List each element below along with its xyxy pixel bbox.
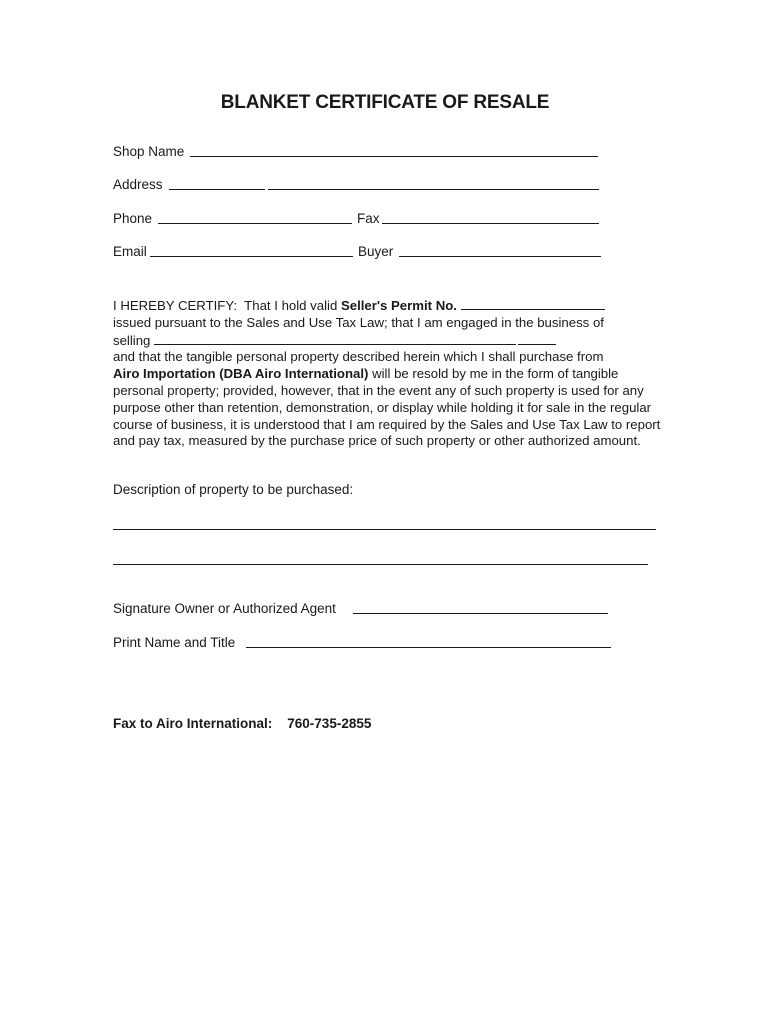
- phone-label: Phone: [113, 211, 153, 226]
- company-name: Airo Importation (DBA Airo International): [113, 366, 369, 382]
- buyer-row: [358, 243, 393, 261]
- address-row: [113, 176, 163, 194]
- description-field-line-2[interactable]: [113, 564, 648, 565]
- signature-label: Signature Owner or Authorized Agent: [113, 601, 336, 616]
- description-label: Description of property to be purchased:: [113, 482, 354, 497]
- print-name-field[interactable]: [246, 647, 611, 648]
- address-label: Address: [113, 177, 163, 192]
- certify-intro: I HEREBY CERTIFY: That I hold valid: [113, 298, 341, 313]
- certify-line-4: and that the tangible personal property described herein which I shall purchase from: [113, 349, 604, 365]
- fax-footer-number: 760-735-2855: [287, 716, 372, 731]
- fax-footer: [113, 716, 371, 731]
- phone-row: [113, 210, 152, 228]
- fax-footer-label: Fax to Airo International:: [113, 716, 273, 731]
- fax-field[interactable]: [382, 223, 599, 224]
- shop-name-field[interactable]: [190, 156, 598, 157]
- print-name-row: [113, 634, 235, 652]
- signature-row: [113, 600, 336, 618]
- shop-name-row: [113, 143, 184, 161]
- certify-line-1: [113, 297, 673, 315]
- permit-label: Seller's Permit No.: [340, 298, 457, 313]
- selling-field-extra[interactable]: [518, 332, 556, 345]
- certify-line-2: issued pursuant to the Sales and Use Tax Law; that I am engaged in the business of: [113, 314, 604, 330]
- selling-label: selling: [113, 332, 151, 348]
- address-field-part2[interactable]: [268, 189, 599, 190]
- selling-field[interactable]: [154, 332, 516, 345]
- certification-paragraph: [113, 297, 673, 450]
- address-field-part1[interactable]: [169, 189, 265, 190]
- certify-line-5-suffix: will be resold by me in the form of tangible: [368, 366, 619, 382]
- fax-label: Fax: [357, 211, 380, 226]
- certify-rest: personal property; provided, however, that in the event any of such property is used for any purpose other than retention, demonstration, or display while holding it for sale in the regular course of business, it is understood that I am required by the Sales and Use Tax Law to report and pay tax, measured by the purchase price of such property or other authorized amount.: [113, 382, 661, 449]
- buyer-field[interactable]: [399, 256, 601, 257]
- shop-name-label: Shop Name: [113, 144, 185, 159]
- email-row: [113, 243, 147, 261]
- certify-line-3: [113, 332, 673, 350]
- email-field[interactable]: [150, 256, 353, 257]
- buyer-label: Buyer: [358, 244, 394, 259]
- permit-number-field[interactable]: [461, 297, 605, 310]
- phone-field[interactable]: [158, 223, 352, 224]
- print-name-label: Print Name and Title: [113, 635, 236, 650]
- email-label: Email: [113, 244, 147, 259]
- fax-row: [357, 210, 380, 228]
- signature-field[interactable]: [353, 613, 608, 614]
- description-field-line-1[interactable]: [113, 529, 656, 530]
- document-title: BLANKET CERTIFICATE OF RESALE: [220, 92, 550, 113]
- certify-line-5: [113, 366, 673, 383]
